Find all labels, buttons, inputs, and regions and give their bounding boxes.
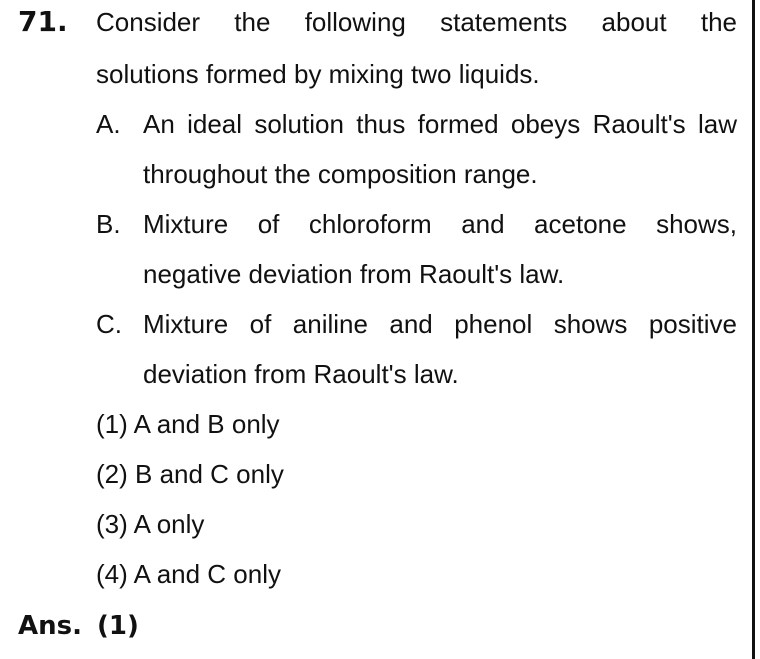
- statement-b-letter: B.: [96, 209, 121, 239]
- statement-b-line-1: Mixture of chloroform and acetone shows,: [143, 209, 737, 239]
- statement-a-line-2: throughout the composition range.: [143, 159, 538, 189]
- option-2: (2) B and C only: [96, 459, 284, 489]
- right-border-rule: [752, 0, 755, 659]
- statement-c-letter: C.: [96, 309, 122, 339]
- statement-b-line-2: negative deviation from Raoult's law.: [143, 259, 565, 289]
- question-stem-line-1: Consider the following statements about the: [96, 7, 737, 37]
- option-4: (4) A and C only: [96, 559, 281, 589]
- answer-value: (1): [97, 611, 139, 641]
- question-stem-line-2: solutions formed by mixing two liquids.: [96, 59, 540, 89]
- statement-a-line-1: An ideal solution thus formed obeys Raoult's law: [143, 109, 737, 139]
- statement-c-line-1: Mixture of aniline and phenol shows positive: [143, 309, 737, 339]
- statement-c-line-2: deviation from Raoult's law.: [143, 359, 459, 389]
- question-number: 71.: [18, 5, 68, 38]
- option-1: (1) A and B only: [96, 409, 280, 439]
- answer-label: Ans.: [18, 611, 82, 641]
- option-3: (3) A only: [96, 509, 205, 539]
- statement-a-letter: A.: [96, 109, 121, 139]
